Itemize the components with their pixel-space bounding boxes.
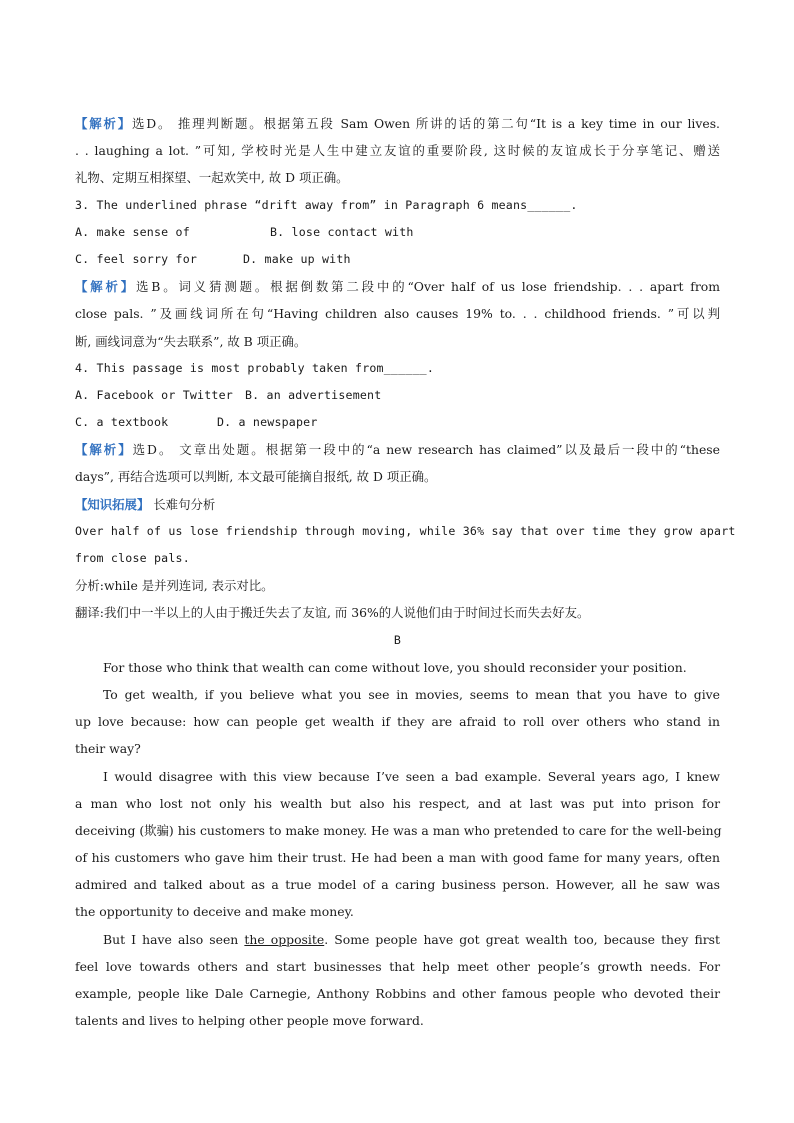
passage-b-p4-line-2: feel love towards others and start businesses that help meet other people’s growth needs. For — [75, 958, 720, 974]
document-page — [75, 110, 736, 1034]
analysis-4-line-1 — [75, 436, 720, 463]
passage-b-p3-line-5: admired and talked about as a true model of a caring business person. However, all he saw was — [75, 877, 720, 893]
analysis-tag: 【解析】 — [75, 279, 137, 295]
question-3-options-cd — [75, 246, 720, 273]
option-d: D. a newspaper — [217, 415, 318, 430]
analysis-2-line-1 — [75, 110, 720, 137]
extension-translation: 翻译:我们中一半以上的人由于搬迁失去了友谊, 而 36%的人说他们由于时间过长而失去好友。 — [75, 605, 590, 621]
analysis-2-line-2: . . laughing a lot. ”可知, 学校时光是人生中建立友谊的重要阶段, 这时候的友谊成长于分享笔记、赠送 — [75, 143, 720, 159]
extension-sentence-line-1: Over half of us lose friendship through moving, while 36% say that over time they grow apart — [75, 523, 736, 538]
option-a: A. make sense of — [75, 224, 190, 239]
p4-text-post: . Some people have got great wealth too, because they first — [324, 931, 720, 947]
option-b: B. lose contact with — [270, 224, 414, 239]
option-a: A. Facebook or Twitter — [75, 387, 233, 402]
analysis-3-line-1 — [75, 273, 720, 300]
extension-title: 长难句分析 — [149, 496, 216, 512]
passage-b-heading: B — [393, 632, 402, 647]
analysis-tag: 【解析】 — [75, 442, 133, 458]
passage-b-p3-line-4: of his customers who gave him their trust. He had been a man with good fame for many years, often — [75, 850, 720, 866]
question-3-stem: 3. The underlined phrase “drift away from” in Paragraph 6 means______. — [75, 197, 578, 212]
question-4-options-cd — [75, 409, 720, 436]
analysis-4-line-2: days”, 再结合选项可以判断, 本文最可能摘自报纸, 故 D 项正确。 — [75, 469, 437, 485]
passage-b-p4-line-3: example, people like Dale Carnegie, Anthony Robbins and other famous people who devoted their — [75, 986, 720, 1001]
passage-b-p4-line-1 — [75, 926, 720, 953]
passage-b-p2-line-1: To get wealth, if you believe what you see in movies, seems to mean that you have to give — [103, 686, 720, 702]
question-4-options-ab — [75, 382, 720, 409]
extension-heading — [75, 491, 720, 518]
analysis-3-line-3: 断, 画线词意为“失去联系”, 故 B 项正确。 — [75, 333, 307, 349]
passage-b-p1: For those who think that wealth can come without love, you should reconsider your position. — [103, 659, 687, 675]
option-d: D. make up with — [243, 251, 351, 266]
passage-b-p4-line-4: talents and lives to helping other people move forward. — [75, 1013, 424, 1029]
analysis-2-line-3: 礼物、定期互相探望、一起欢笑中, 故 D 项正确。 — [75, 170, 349, 186]
analysis-text: 选B。词义猜测题。根据倒数第二段中的“Over half of us lose friendship. . . apart from — [136, 279, 720, 295]
passage-b-p3-line-6: the opportunity to deceive and make money. — [75, 904, 354, 920]
passage-b-p3-line-2: a man who lost not only his wealth but also his respect, and at last was put into prison for — [75, 795, 720, 811]
analysis-text: 选D。 文章出处题。根据第一段中的“a new research has claimed”以及最后一段中的“these — [132, 442, 720, 458]
passage-b-p3-line-3: deceiving (欺骗) his customers to make money. He was a man who pretended to care for the well-being — [75, 822, 722, 838]
option-b: B. an advertisement — [245, 387, 382, 402]
passage-b-p3-line-1: I would disagree with this view because I’ve seen a bad example. Several years ago, I knew — [103, 768, 720, 784]
question-4-stem: 4. This passage is most probably taken from______. — [75, 360, 435, 375]
p4-text-pre: But I have also seen — [103, 931, 245, 947]
analysis-text: 选D。 推理判断题。根据第五段 Sam Owen 所讲的话的第二句“It is a key time in our lives. — [131, 116, 720, 131]
analysis-tag: 【解析】 — [75, 116, 132, 131]
extension-tag: 【知识拓展】 — [75, 496, 150, 512]
analysis-3-line-2: close pals. ”及画线词所在句“Having children also causes 19% to. . . childhood friends. ”可以判 — [75, 306, 720, 322]
passage-b-p2-line-2: up love because: how can people get wealth if they are afraid to roll over others who stand in — [75, 714, 720, 730]
passage-b-p2-line-3: their way? — [75, 741, 141, 757]
option-c: C. a textbook — [75, 415, 169, 430]
underlined-phrase: the opposite — [244, 931, 325, 947]
extension-analysis: 分析:while 是并列连词, 表示对比。 — [75, 578, 274, 594]
question-3-options-ab — [75, 219, 720, 246]
option-c: C. feel sorry for — [75, 251, 198, 266]
extension-sentence-line-2: from close pals. — [75, 551, 190, 565]
